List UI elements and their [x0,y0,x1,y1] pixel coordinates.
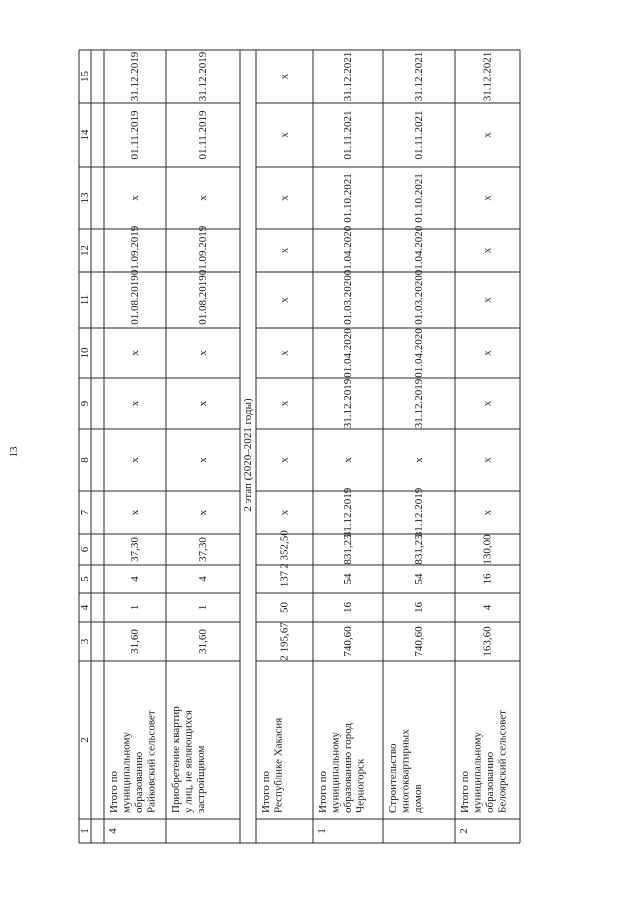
column-number: 6 [79,546,91,553]
column-number: 2 [79,737,91,743]
cell-value: х [278,400,291,407]
cell-value: х [481,457,494,463]
cell-value: 4 [481,604,494,611]
cell-value: 831,23 [413,534,425,565]
column-number: 9 [79,400,91,407]
cell-value: 31.12.2021 [413,51,425,102]
row-name-line: застройщиком [195,745,207,813]
cell-value: 01.11.2021 [413,110,425,160]
cell-value: х [278,509,291,516]
cell-value: 01.04.2020 [413,328,425,378]
cell-value: 1 [197,604,209,611]
cell-value: 01.03.2020 [342,275,354,325]
table-text [79,51,509,834]
column-number: 3 [79,638,91,645]
row-name-line: Черногорск [354,758,367,813]
cell-value: х [197,350,209,356]
row-name-line: Итого по [317,771,329,813]
cell-value: 740,60 [413,626,425,657]
cell-value: 31,60 [197,629,209,654]
cell-value: х [481,297,494,303]
cell-value: х [278,247,291,254]
row-name-line: многоквартирных [399,729,412,813]
column-number: 15 [79,71,91,82]
cell-value: 16 [413,602,425,613]
row-name-line: Строительство [387,743,399,813]
column-number: 5 [79,576,91,582]
cell-value: х [129,400,141,407]
cell-value: х [197,457,209,463]
cell-value: х [481,509,494,516]
row-name-line: муниципальному [329,731,342,813]
cell-value: 31.12.2021 [342,51,354,102]
row-name-line: Итого по [260,771,272,813]
row-number: 2 [458,828,470,834]
cell-value: х [278,73,291,80]
cell-value: 37,30 [129,537,141,562]
cell-value: 163,60 [481,626,494,657]
cell-value: 01.04.2020 [413,225,425,276]
cell-value: х [481,350,494,356]
column-number: 10 [79,347,91,359]
row-name-line: Райковский сельсовет [145,710,158,813]
row-name-line: у лиц, не являющихся [182,710,195,813]
cell-value: х [278,350,291,356]
cell-value: х [129,457,141,463]
cell-value: 740,60 [342,626,354,657]
cell-value: х [278,457,291,463]
cell-value: 01.08.2019 [129,275,141,325]
cell-value: х [481,132,494,138]
column-number: 8 [79,457,91,463]
cell-value: х [413,457,425,463]
cell-value: 01.11.2021 [342,110,354,160]
cell-value: х [481,400,494,407]
row-number: 4 [107,828,119,834]
row-name-line: Белоярский сельсовет [496,710,509,813]
row-name-line: Республике Хакасия [272,717,285,813]
cell-value: 01.10.2021 [342,173,354,223]
cell-value: 130,00 [481,534,494,565]
row-name-line: Итого по [459,771,471,813]
cell-value: 01.11.2019 [197,110,209,160]
cell-value: 01.03.2020 [413,275,425,325]
cell-value: 2 195,67 [278,622,291,661]
cell-value: 31.12.2019 [342,487,354,538]
row-name-line: Итого по [108,771,120,813]
stage-label: 2 этап (2020–2021 годы) [242,398,254,512]
cell-value: х [278,195,291,201]
cell-value: х [278,132,291,138]
cell-value: 31.12.2019 [413,487,425,538]
cell-value: 01.09.2019 [129,225,141,276]
row-number: 1 [316,828,328,834]
cell-value: 4 [197,576,209,582]
column-number: 7 [79,509,91,516]
cell-value: х [129,195,141,201]
cell-value: 31.12.2021 [481,51,494,102]
cell-value: 31.12.2019 [129,51,141,102]
cell-value: 54 [342,573,354,585]
column-number: 11 [79,294,91,306]
cell-value: 16 [342,602,354,613]
cell-value: х [278,297,291,303]
cell-value: х [129,350,141,356]
row-name-line: Приобретение квартир [170,706,182,813]
cell-value: 01.08.2019 [197,275,209,325]
cell-value: 01.04.2020 [342,225,354,276]
column-number: 4 [79,604,91,611]
row-name-line: домов [412,784,424,813]
cell-value: 50 [278,602,291,613]
column-number: 14 [79,129,91,141]
cell-value: 01.04.2020 [342,328,354,378]
row-name-line: муниципальному [120,731,133,813]
cell-value: 01.11.2019 [129,110,141,160]
cell-value: 31.12.2019 [197,51,209,102]
row-name-line: муниципальному [471,731,484,813]
cell-value: 4 [129,576,141,582]
cell-value: х [481,195,494,201]
cell-value: 54 [413,573,425,585]
column-number: 1 [79,828,91,834]
cell-value: х [129,509,141,516]
cell-value: х [197,195,209,201]
cell-value: 37,30 [197,537,209,562]
cell-value: 31.12.2019 [342,378,354,429]
row-name-line: образованию город [342,723,354,813]
cell-value: 01.09.2019 [197,225,209,276]
column-number: 12 [79,245,91,256]
cell-value: х [197,509,209,516]
row-name-line: образованию [133,751,145,813]
cell-value: 31.12.2019 [413,378,425,429]
cell-value: х [197,400,209,407]
page-number: 13 [8,446,20,458]
cell-value: 16 [481,573,494,585]
cell-value: 01.10.2021 [413,173,425,223]
cell-value: 1 [129,604,141,611]
cell-value: 2 352,50 [278,530,291,569]
row-name-line: образованию [484,751,496,813]
cell-value: 31,60 [129,629,141,654]
column-number: 13 [79,192,91,204]
cell-value: х [481,247,494,254]
cell-value: 137 [278,570,291,588]
cell-value: х [342,457,354,463]
cell-value: 831,23 [342,534,354,565]
